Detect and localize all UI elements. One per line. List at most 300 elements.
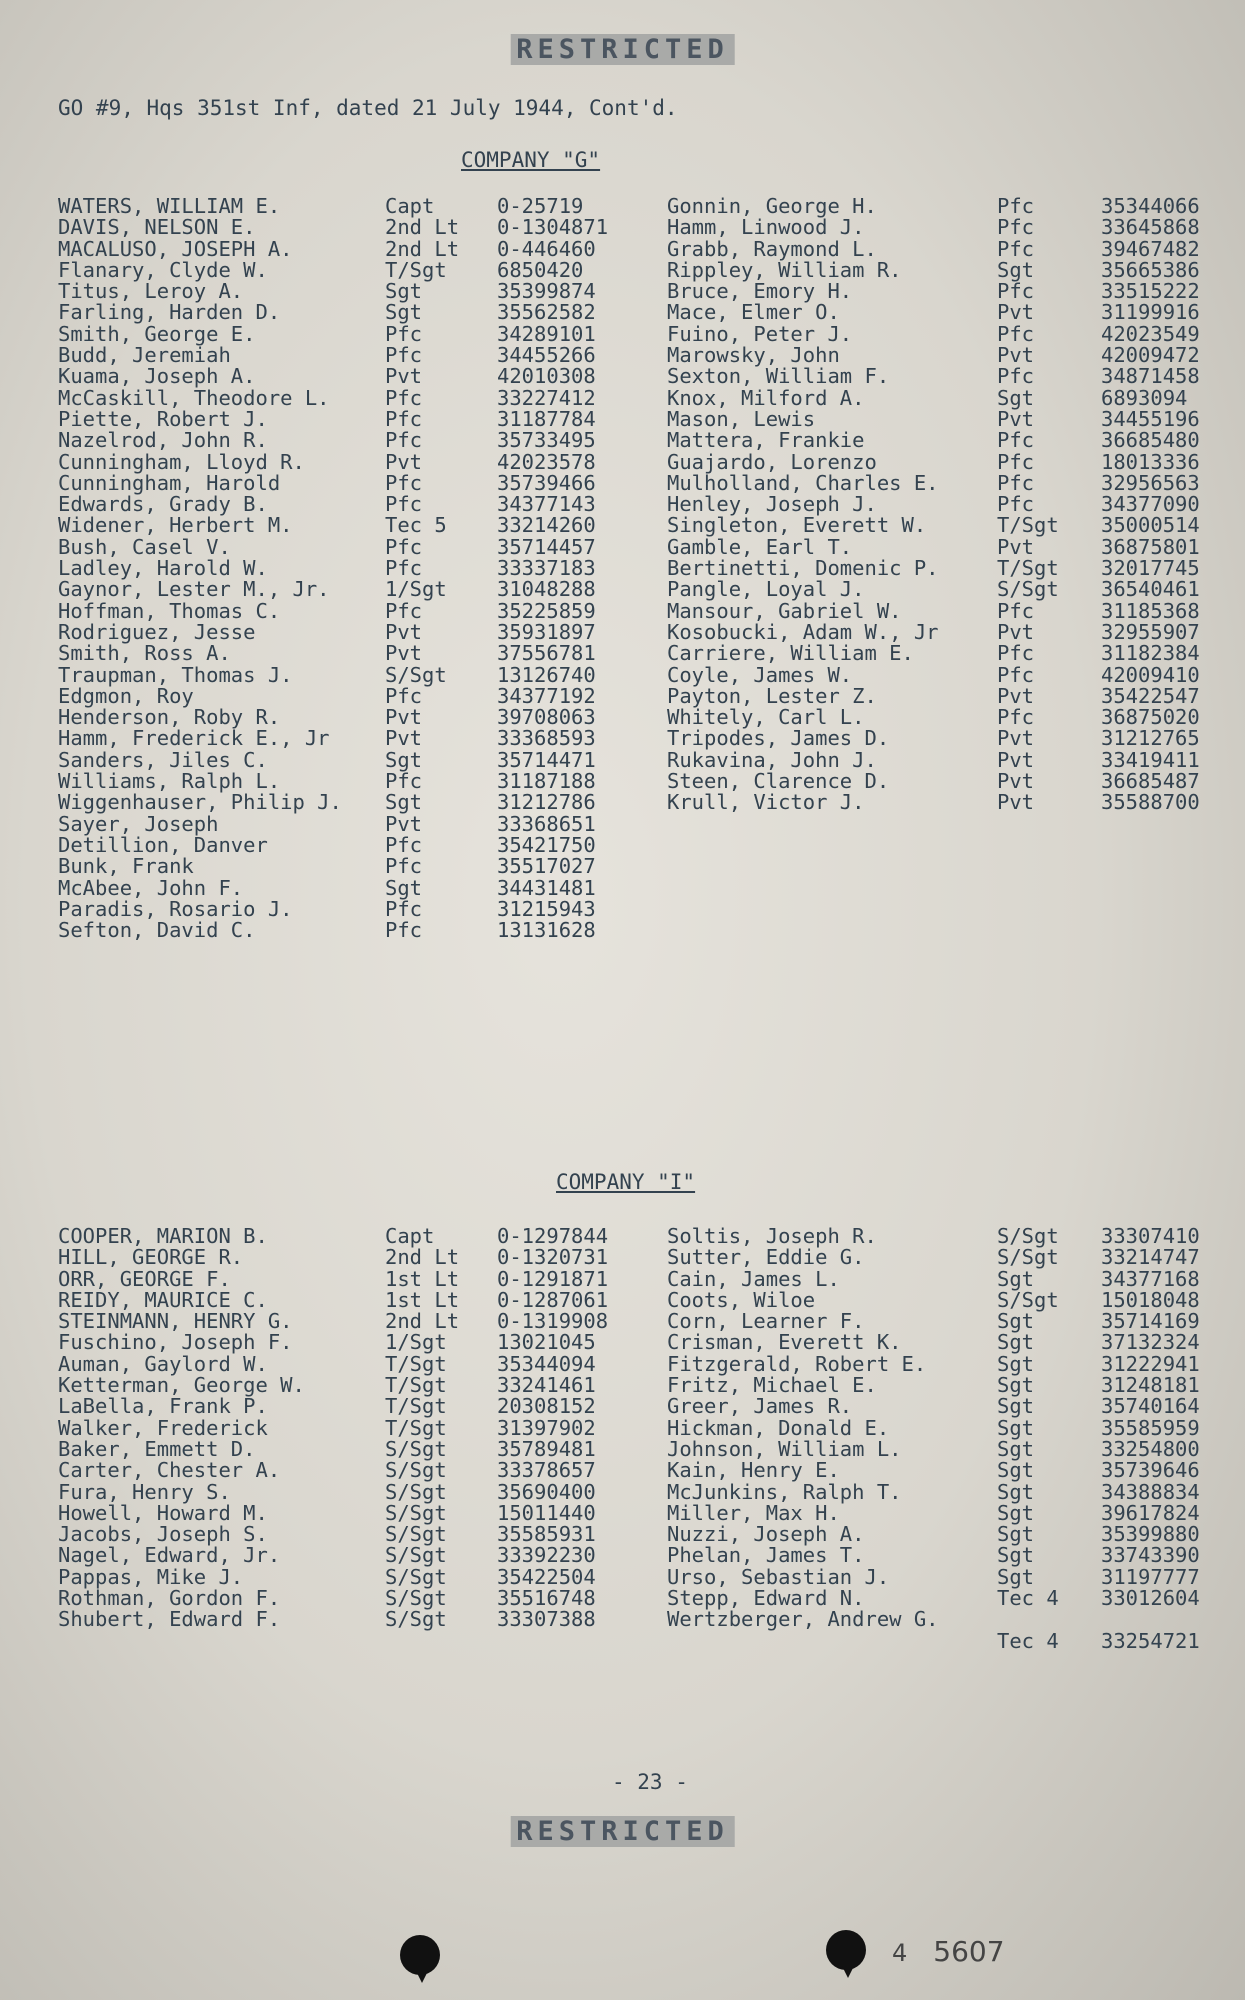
roster-row xyxy=(58,558,608,579)
roster-rank: Pvt xyxy=(385,641,423,666)
roster-serial: 39467482 xyxy=(1101,236,1200,261)
roster-rank: Pvt xyxy=(997,790,1035,815)
roster-rank: Pvt xyxy=(997,343,1035,368)
roster-row xyxy=(58,920,608,941)
roster-rank: Pfc xyxy=(385,428,423,453)
roster-name: Edwards, Grady B. xyxy=(58,492,268,517)
roster-name: Rukavina, John J. xyxy=(667,747,877,772)
roster-name: Phelan, James T. xyxy=(667,1543,865,1568)
roster-row xyxy=(58,449,608,474)
roster-name: Sutter, Eddie G. xyxy=(667,1245,865,1270)
roster-row xyxy=(58,1524,608,1545)
roster-name: Hamm, Frederick E., Jr xyxy=(58,726,330,751)
roster-serial: 31212765 xyxy=(1101,726,1200,751)
roster-rank: Sgt xyxy=(997,1394,1035,1419)
roster-name: Coyle, James W. xyxy=(667,662,853,687)
roster-serial: 34377168 xyxy=(1101,1266,1200,1291)
archive-mark: 4 5607 xyxy=(892,1935,1005,1968)
roster-row xyxy=(58,196,608,217)
roster-name: Mace, Elmer O. xyxy=(667,300,840,325)
roster-name: Nuzzi, Joseph A. xyxy=(667,1522,865,1547)
roster-row xyxy=(667,1266,1200,1291)
roster-rank: Pfc xyxy=(997,279,1035,304)
roster-row xyxy=(667,470,1200,495)
roster-rank: Pvt xyxy=(385,705,423,730)
roster-name: Sanders, Jiles C. xyxy=(58,747,268,772)
roster-row xyxy=(58,771,608,792)
roster-name: Sayer, Joseph xyxy=(58,811,219,836)
roster-rank: 2nd Lt xyxy=(385,215,460,240)
classification-stamp-top: RESTRICTED xyxy=(510,34,735,65)
roster-rank: Pfc xyxy=(385,321,423,346)
roster-serial: 31182384 xyxy=(1101,641,1200,666)
roster-row xyxy=(667,1609,1200,1630)
roster-name: Auman, Gaylord W. xyxy=(58,1351,268,1376)
roster-row xyxy=(58,856,608,877)
roster-serial: 35562582 xyxy=(497,300,596,325)
roster-serial: 36685480 xyxy=(1101,428,1200,453)
roster-serial: 34455196 xyxy=(1101,406,1200,431)
roster-serial: 15018048 xyxy=(1101,1287,1200,1312)
roster-serial: 35585959 xyxy=(1101,1415,1200,1440)
roster-row xyxy=(58,1311,608,1332)
roster-rank: T/Sgt xyxy=(385,1415,447,1440)
company-g-roster-right xyxy=(667,196,1200,814)
roster-name: McAbee, John F. xyxy=(58,875,244,900)
roster-name: Payton, Lester Z. xyxy=(667,683,877,708)
roster-rank: Pfc xyxy=(997,364,1035,389)
roster-rank: Sgt xyxy=(997,1351,1035,1376)
roster-name: Pangle, Loyal J. xyxy=(667,577,865,602)
roster-row xyxy=(58,470,608,495)
roster-name: Ketterman, George W. xyxy=(58,1373,305,1398)
roster-row xyxy=(58,345,608,366)
roster-serial: 35931897 xyxy=(497,619,596,644)
roster-serial: 35714471 xyxy=(497,747,596,772)
roster-serial: 34388834 xyxy=(1101,1479,1200,1504)
roster-serial: 0-1291871 xyxy=(497,1266,609,1291)
roster-row xyxy=(667,598,1200,623)
roster-row xyxy=(58,494,608,515)
roster-row xyxy=(58,662,608,687)
company-i-roster-left xyxy=(58,1226,608,1631)
roster-row xyxy=(58,321,608,346)
company-i-roster-right xyxy=(667,1226,1200,1652)
roster-serial: 35000514 xyxy=(1101,513,1200,538)
roster-name: Krull, Victor J. xyxy=(667,790,865,815)
roster-serial: 33743390 xyxy=(1101,1543,1200,1568)
roster-rank: Pfc xyxy=(997,236,1035,261)
roster-row xyxy=(58,1351,608,1376)
roster-rank: T/Sgt xyxy=(385,1373,447,1398)
roster-name: Fritz, Michael E. xyxy=(667,1373,877,1398)
roster-row xyxy=(667,1226,1200,1247)
roster-row xyxy=(667,579,1200,600)
roster-row xyxy=(667,643,1200,664)
roster-name: Fuino, Peter J. xyxy=(667,321,853,346)
roster-row xyxy=(667,662,1200,687)
roster-serial: 35714457 xyxy=(497,534,596,559)
roster-name: Bertinetti, Domenic P. xyxy=(667,556,939,581)
roster-row xyxy=(58,1564,608,1589)
roster-serial: 31397902 xyxy=(497,1415,596,1440)
roster-row xyxy=(58,430,608,451)
roster-row xyxy=(667,196,1200,217)
roster-name: Kain, Henry E. xyxy=(667,1458,840,1483)
roster-rank: S/Sgt xyxy=(385,1436,447,1461)
roster-rank: Pfc xyxy=(997,705,1035,730)
roster-row xyxy=(667,558,1200,579)
roster-name: Hamm, Linwood J. xyxy=(667,215,865,240)
roster-serial: 0-25719 xyxy=(497,194,584,218)
roster-name: Titus, Leroy A. xyxy=(58,279,244,304)
roster-serial: 32956563 xyxy=(1101,470,1200,495)
roster-rank: Pvt xyxy=(997,683,1035,708)
roster-rank: S/Sgt xyxy=(385,1458,447,1483)
roster-serial: 13131628 xyxy=(497,918,596,943)
roster-rank: Sgt xyxy=(997,1415,1035,1440)
roster-name: McCaskill, Theodore L. xyxy=(58,385,330,410)
roster-serial: 31199916 xyxy=(1101,300,1200,325)
roster-rank: Pfc xyxy=(385,343,423,368)
roster-row xyxy=(58,1287,609,1312)
roster-rank: Pvt xyxy=(997,406,1035,431)
roster-row xyxy=(58,1479,608,1504)
roster-serial: 33241461 xyxy=(497,1373,596,1398)
roster-serial: 35516748 xyxy=(497,1586,596,1611)
roster-row xyxy=(667,217,1200,238)
roster-rank: S/Sgt xyxy=(997,1245,1059,1270)
roster-row xyxy=(58,579,608,600)
roster-rank: Pfc xyxy=(385,918,423,943)
roster-name: Flanary, Clyde W. xyxy=(58,257,268,282)
roster-row xyxy=(58,1332,608,1353)
roster-serial: 35422547 xyxy=(1101,683,1200,708)
roster-serial: 31222941 xyxy=(1101,1351,1200,1376)
roster-rank: S/Sgt xyxy=(385,662,447,687)
roster-name: Henley, Joseph J. xyxy=(667,492,877,517)
roster-name: Farling, Harden D. xyxy=(58,300,281,325)
roster-row xyxy=(58,896,608,921)
roster-rank: T/Sgt xyxy=(385,1394,447,1419)
roster-name: REIDY, MAURICE C. xyxy=(58,1287,268,1312)
roster-rank: S/Sgt xyxy=(385,1500,447,1525)
roster-row xyxy=(667,1545,1200,1566)
roster-serial: 35344094 xyxy=(497,1351,596,1376)
roster-row xyxy=(667,302,1200,323)
roster-rank: Sgt xyxy=(997,1522,1035,1547)
roster-rank: Pfc xyxy=(997,662,1035,687)
roster-row xyxy=(667,1564,1200,1589)
roster-name: Nazelrod, John R. xyxy=(58,428,268,453)
roster-serial: 31185368 xyxy=(1101,598,1200,623)
roster-row xyxy=(58,302,608,323)
roster-serial: 42009410 xyxy=(1101,662,1200,687)
roster-serial: 33515222 xyxy=(1101,279,1200,304)
roster-name: Gaynor, Lester M., Jr. xyxy=(58,577,330,602)
roster-serial: 32017745 xyxy=(1101,556,1200,581)
roster-name: Carter, Chester A. xyxy=(58,1458,281,1483)
roster-name: Henderson, Roby R. xyxy=(58,705,281,730)
roster-row xyxy=(667,1311,1200,1332)
roster-serial: 33254800 xyxy=(1101,1436,1200,1461)
roster-name: Ladley, Harold W. xyxy=(58,556,268,581)
roster-rank: T/Sgt xyxy=(385,257,447,282)
roster-rank: 2nd Lt xyxy=(385,1309,460,1334)
roster-name: Edgmon, Roy xyxy=(58,683,194,708)
roster-serial: 20308152 xyxy=(497,1394,596,1419)
roster-rank: S/Sgt xyxy=(385,1586,447,1611)
roster-name: Greer, James R. xyxy=(667,1394,853,1419)
roster-row xyxy=(58,1415,608,1440)
punch-hole-left xyxy=(400,1935,440,1975)
roster-rank: 1st Lt xyxy=(385,1287,460,1312)
roster-rank: Sgt xyxy=(385,300,423,325)
roster-rank: Pfc xyxy=(385,492,423,517)
roster-serial: 36875020 xyxy=(1101,705,1200,730)
roster-serial: 42023578 xyxy=(497,449,596,474)
roster-serial: 33368593 xyxy=(497,726,596,751)
roster-rank: Pfc xyxy=(385,854,423,879)
roster-serial: 35739646 xyxy=(1101,1458,1200,1483)
roster-rank: Sgt xyxy=(997,1479,1035,1504)
roster-name: Baker, Emmett D. xyxy=(58,1436,256,1461)
roster-rank: Pfc xyxy=(997,598,1035,623)
roster-row xyxy=(667,619,1200,644)
roster-serial: 31187784 xyxy=(497,406,596,431)
roster-row xyxy=(58,534,608,559)
roster-rank: Pfc xyxy=(997,470,1035,495)
roster-name: Sefton, David C. xyxy=(58,918,256,943)
punch-hole-right xyxy=(826,1930,866,1970)
roster-serial: 31187188 xyxy=(497,769,596,794)
roster-name: Johnson, William L. xyxy=(667,1436,902,1461)
roster-name: Urso, Sebastian J. xyxy=(667,1564,890,1589)
roster-row xyxy=(667,1460,1200,1481)
roster-row xyxy=(667,707,1200,728)
roster-row xyxy=(58,366,608,387)
roster-rank: Pfc xyxy=(997,449,1035,474)
roster-name: Rothman, Gordon F. xyxy=(58,1586,281,1611)
roster-serial: 13021045 xyxy=(497,1330,596,1355)
roster-name: Paradis, Rosario J. xyxy=(58,896,293,921)
roster-name: Traupman, Thomas J. xyxy=(58,662,293,687)
roster-rank: S/Sgt xyxy=(997,577,1059,602)
roster-row xyxy=(667,1436,1200,1461)
roster-rank: Pvt xyxy=(997,534,1035,559)
roster-rank: Pfc xyxy=(997,215,1035,240)
roster-row xyxy=(667,1351,1200,1376)
roster-serial: 35740164 xyxy=(1101,1394,1200,1419)
roster-row xyxy=(58,1396,608,1417)
roster-serial: 31197777 xyxy=(1101,1564,1200,1589)
roster-name: Crisman, Everett K. xyxy=(667,1330,902,1355)
roster-serial: 6893094 xyxy=(1101,385,1188,410)
roster-serial: 35733495 xyxy=(497,428,596,453)
roster-name: Cain, James L. xyxy=(667,1266,840,1291)
roster-serial: 37556781 xyxy=(497,641,596,666)
roster-row xyxy=(58,1375,608,1396)
roster-serial: 18013336 xyxy=(1101,449,1200,474)
classification-stamp-bottom: RESTRICTED xyxy=(510,1816,735,1847)
roster-serial: 31248181 xyxy=(1101,1373,1200,1398)
roster-name: McJunkins, Ralph T. xyxy=(667,1479,902,1504)
roster-rank: Sgt xyxy=(385,790,423,815)
roster-name: COOPER, MARION B. xyxy=(58,1224,268,1248)
roster-rank: S/Sgt xyxy=(385,1607,447,1632)
roster-name: Sexton, William F. xyxy=(667,364,890,389)
roster-row xyxy=(667,345,1200,366)
roster-rank: S/Sgt xyxy=(385,1564,447,1589)
roster-serial: 6850420 xyxy=(497,257,584,282)
roster-rank: 2nd Lt xyxy=(385,1245,460,1270)
roster-rank: Sgt xyxy=(997,385,1035,410)
roster-name: Steen, Clarence D. xyxy=(667,769,890,794)
roster-rank: Pfc xyxy=(997,641,1035,666)
roster-row xyxy=(58,619,608,644)
roster-name: Hoffman, Thomas C. xyxy=(58,598,281,623)
roster-name: MACALUSO, JOSEPH A. xyxy=(58,236,293,261)
roster-name: LaBella, Frank P. xyxy=(58,1394,268,1419)
roster-serial: 35665386 xyxy=(1101,257,1200,282)
roster-row xyxy=(58,643,608,664)
roster-row xyxy=(58,811,608,836)
roster-serial: 34871458 xyxy=(1101,364,1200,389)
roster-serial: 36685487 xyxy=(1101,769,1200,794)
roster-name: HILL, GEORGE R. xyxy=(58,1245,244,1270)
roster-serial: 35588700 xyxy=(1101,790,1200,815)
roster-rank: T/Sgt xyxy=(997,556,1059,581)
roster-row xyxy=(667,366,1200,387)
roster-rank: Pfc xyxy=(385,470,423,495)
roster-row xyxy=(667,771,1200,792)
roster-rank: 1/Sgt xyxy=(385,577,447,602)
roster-row xyxy=(667,406,1200,431)
roster-name: Carriere, William E. xyxy=(667,641,914,666)
roster-row xyxy=(667,1628,1200,1653)
roster-name: Grabb, Raymond L. xyxy=(667,236,877,261)
roster-name: Marowsky, John xyxy=(667,343,840,368)
roster-rank: Capt xyxy=(385,1224,435,1248)
roster-rank: Capt xyxy=(385,194,435,218)
roster-rank: 1/Sgt xyxy=(385,1330,447,1355)
roster-rank: Sgt xyxy=(997,1330,1035,1355)
roster-row xyxy=(58,1500,608,1525)
roster-serial: 35399874 xyxy=(497,279,596,304)
roster-name: Mattera, Frankie xyxy=(667,428,865,453)
roster-serial: 37132324 xyxy=(1101,1330,1200,1355)
roster-serial: 39617824 xyxy=(1101,1500,1200,1525)
roster-rank: Pfc xyxy=(385,385,423,410)
roster-serial: 35789481 xyxy=(497,1436,596,1461)
company-g-title: COMPANY "G" xyxy=(461,148,601,172)
roster-name: Cunningham, Harold xyxy=(58,470,281,495)
roster-rank: Pfc xyxy=(385,534,423,559)
roster-rank: Sgt xyxy=(997,1309,1035,1334)
roster-serial: 33307410 xyxy=(1101,1224,1200,1248)
roster-rank: 2nd Lt xyxy=(385,236,460,261)
roster-row xyxy=(667,792,1200,813)
order-header: GO #9, Hqs 351st Inf, dated 21 July 1944, Cont'd. xyxy=(58,96,678,120)
roster-serial: 35585931 xyxy=(497,1522,596,1547)
roster-row xyxy=(667,534,1200,559)
roster-rank: Pfc xyxy=(385,406,423,431)
roster-name: Shubert, Edward F. xyxy=(58,1607,281,1632)
roster-serial: 33392230 xyxy=(497,1543,596,1568)
roster-serial: 33378657 xyxy=(497,1458,596,1483)
roster-row xyxy=(667,515,1200,536)
roster-rank: Pvt xyxy=(997,619,1035,644)
roster-serial: 36875801 xyxy=(1101,534,1200,559)
roster-row xyxy=(58,683,608,708)
roster-name: Bruce, Emory H. xyxy=(667,279,853,304)
roster-row xyxy=(667,1479,1200,1504)
roster-row xyxy=(58,1545,608,1566)
roster-rank: Pfc xyxy=(385,556,423,581)
roster-name: Fitzgerald, Robert E. xyxy=(667,1351,927,1376)
roster-rank: Sgt xyxy=(997,1436,1035,1461)
roster-name: Mulholland, Charles E. xyxy=(667,470,939,495)
roster-name: Kuama, Joseph A. xyxy=(58,364,256,389)
roster-row xyxy=(667,683,1200,708)
roster-serial: 31215943 xyxy=(497,896,596,921)
roster-serial: 33337183 xyxy=(497,556,596,581)
roster-name: Widener, Herbert M. xyxy=(58,513,293,538)
roster-rank: Tec 5 xyxy=(385,513,447,538)
roster-row xyxy=(58,1588,608,1609)
roster-row xyxy=(58,875,608,900)
roster-serial: 35690400 xyxy=(497,1479,596,1504)
roster-name: Mason, Lewis xyxy=(667,406,816,431)
roster-serial: 33645868 xyxy=(1101,215,1200,240)
roster-row xyxy=(667,257,1200,282)
roster-serial: 35225859 xyxy=(497,598,596,623)
roster-name: Bush, Casel V. xyxy=(58,534,231,559)
roster-name: DAVIS, NELSON E. xyxy=(58,215,256,240)
roster-name: Rippley, William R. xyxy=(667,257,902,282)
roster-serial: 0-1297844 xyxy=(497,1224,609,1248)
roster-serial: 42023549 xyxy=(1101,321,1200,346)
roster-row xyxy=(58,1609,608,1630)
roster-name: Miller, Max H. xyxy=(667,1500,840,1525)
roster-rank: Pfc xyxy=(997,428,1035,453)
roster-serial: 42009472 xyxy=(1101,343,1200,368)
roster-rank: Pfc xyxy=(997,194,1035,218)
roster-serial: 34377090 xyxy=(1101,492,1200,517)
roster-name: Budd, Jeremiah xyxy=(58,343,231,368)
roster-rank: 1st Lt xyxy=(385,1266,460,1291)
roster-rank: S/Sgt xyxy=(997,1287,1059,1312)
roster-serial: 35422504 xyxy=(497,1564,596,1589)
roster-rank: Pvt xyxy=(385,619,423,644)
roster-rank: Pfc xyxy=(385,832,423,857)
roster-name: Smith, George E. xyxy=(58,321,256,346)
roster-rank: T/Sgt xyxy=(997,513,1059,538)
roster-rank: Pfc xyxy=(997,492,1035,517)
roster-name: Guajardo, Lorenzo xyxy=(667,449,877,474)
roster-rank: Pfc xyxy=(385,683,423,708)
roster-serial: 34455266 xyxy=(497,343,596,368)
roster-name: Nagel, Edward, Jr. xyxy=(58,1543,281,1568)
roster-serial: 36540461 xyxy=(1101,577,1200,602)
roster-row xyxy=(58,1226,608,1247)
roster-serial: 35739466 xyxy=(497,470,596,495)
roster-serial: 31048288 xyxy=(497,577,596,602)
roster-rank: Pvt xyxy=(385,811,423,836)
roster-name: Kosobucki, Adam W., Jr xyxy=(667,619,939,644)
roster-serial: 34431481 xyxy=(497,875,596,900)
roster-name: Pappas, Mike J. xyxy=(58,1564,244,1589)
